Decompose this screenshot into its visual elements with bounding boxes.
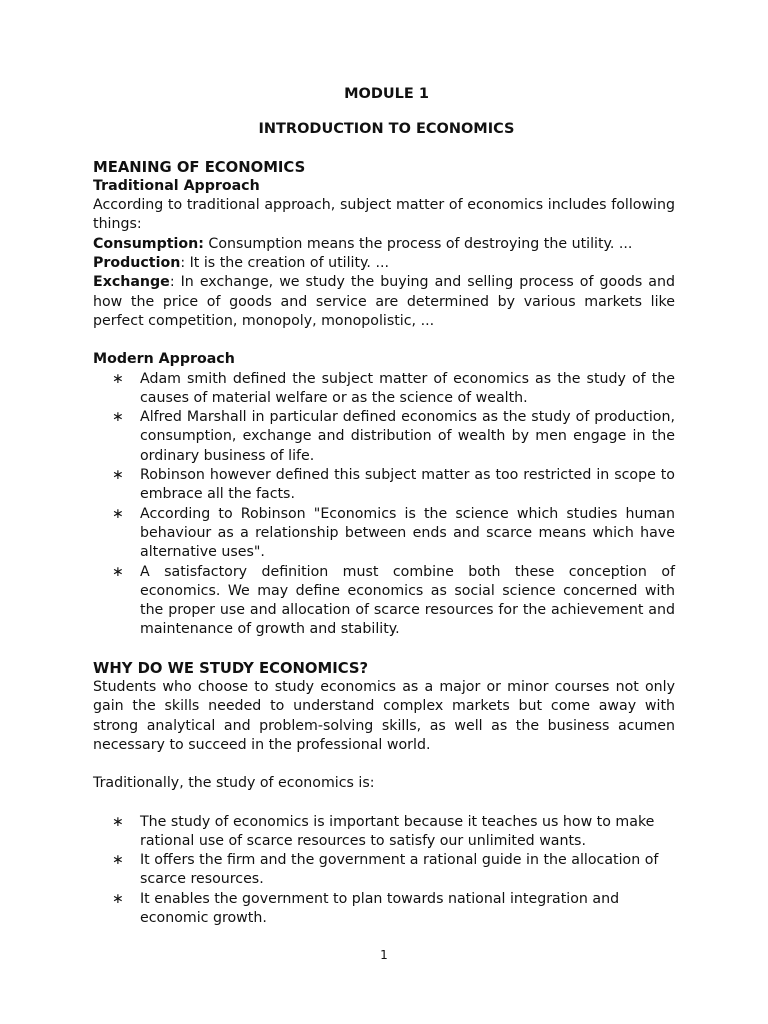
page-content — [93, 85, 675, 928]
traditional-intro: According to traditional approach, subject matter of economics includes following things: — [93, 197, 675, 233]
term-exchange: Exchange — [93, 274, 170, 291]
bullet-icon: ∗ — [112, 813, 124, 830]
list-item: ∗ Robinson however defined this subject matter as too restricted in scope to embrace all the facts. — [112, 467, 675, 503]
list-item: ∗ Adam smith defined the subject matter of economics as the study of the causes of material welfare or as the science of wealth. — [112, 370, 675, 406]
traditional-item-exchange — [93, 273, 675, 331]
traditional-item-production — [93, 254, 675, 273]
modern-approach-list — [93, 370, 675, 640]
page-number: 1 — [380, 948, 388, 962]
why-reasons-list — [93, 813, 675, 929]
bullet-icon: ∗ — [112, 409, 124, 426]
bullet-icon: ∗ — [112, 505, 124, 522]
term-production: Production — [93, 255, 181, 272]
list-item: ∗ It offers the firm and the government a rational guide in the allocation of scarce resources. — [112, 852, 659, 888]
desc-consumption: Consumption means the process of destroying the utility. ... — [203, 235, 633, 252]
list-item: ∗ According to Robinson "Economics is the science which studies human behaviour as a relationship between ends and scarce means which have alternative uses". — [112, 505, 675, 561]
desc-production: : It is the creation of utility. ... — [180, 255, 389, 272]
list-item: ∗ A satisfactory definition must combine both these conception of economics. We may define economics as social science concerned with the proper use and allocation of scarce resources for the achievement and maintenance of growth and stability. — [112, 563, 675, 638]
section-heading-why: WHY DO WE STUDY ECONOMICS? — [93, 659, 369, 677]
bullet-icon: ∗ — [112, 563, 124, 580]
why-lead: Traditionally, the study of economics is: — [93, 775, 375, 792]
bullet-icon: ∗ — [112, 370, 124, 387]
list-item: ∗ The study of economics is important because it teaches us how to make rational use of scarce resources to satisfy our unlimited wants. — [112, 813, 655, 849]
why-paragraph: Students who choose to study economics as a major or minor courses not only gain the skills needed to understand complex markets but come away with strong analytical and problem-solving skills, as well as the business acumen necessary to succeed in the professional world. — [93, 679, 675, 753]
traditional-item-consumption — [93, 235, 675, 254]
subheading-modern: Modern Approach — [93, 351, 235, 368]
desc-exchange: : In exchange, we study the buying and selling process of goods and how the price of goods and service are determined by various markets like perfect competition, monopoly, monopolistic, ... — [93, 274, 675, 329]
bullet-icon: ∗ — [112, 890, 124, 907]
term-consumption: Consumption: — [93, 235, 204, 252]
list-item: ∗ Alfred Marshall in particular defined economics as the study of production, consumption, exchange and distribution of wealth by men engage in the ordinary business of life. — [112, 409, 675, 464]
list-item: ∗ It enables the government to plan towards national integration and economic growth. — [112, 890, 620, 926]
bullet-icon: ∗ — [112, 467, 124, 484]
subheading-traditional: Traditional Approach — [93, 177, 260, 194]
section-heading-meaning: MEANING OF ECONOMICS — [93, 158, 306, 176]
module-subtitle: INTRODUCTION TO ECONOMICS — [258, 121, 515, 138]
bullet-icon: ∗ — [112, 852, 124, 869]
module-title: MODULE 1 — [344, 86, 429, 102]
